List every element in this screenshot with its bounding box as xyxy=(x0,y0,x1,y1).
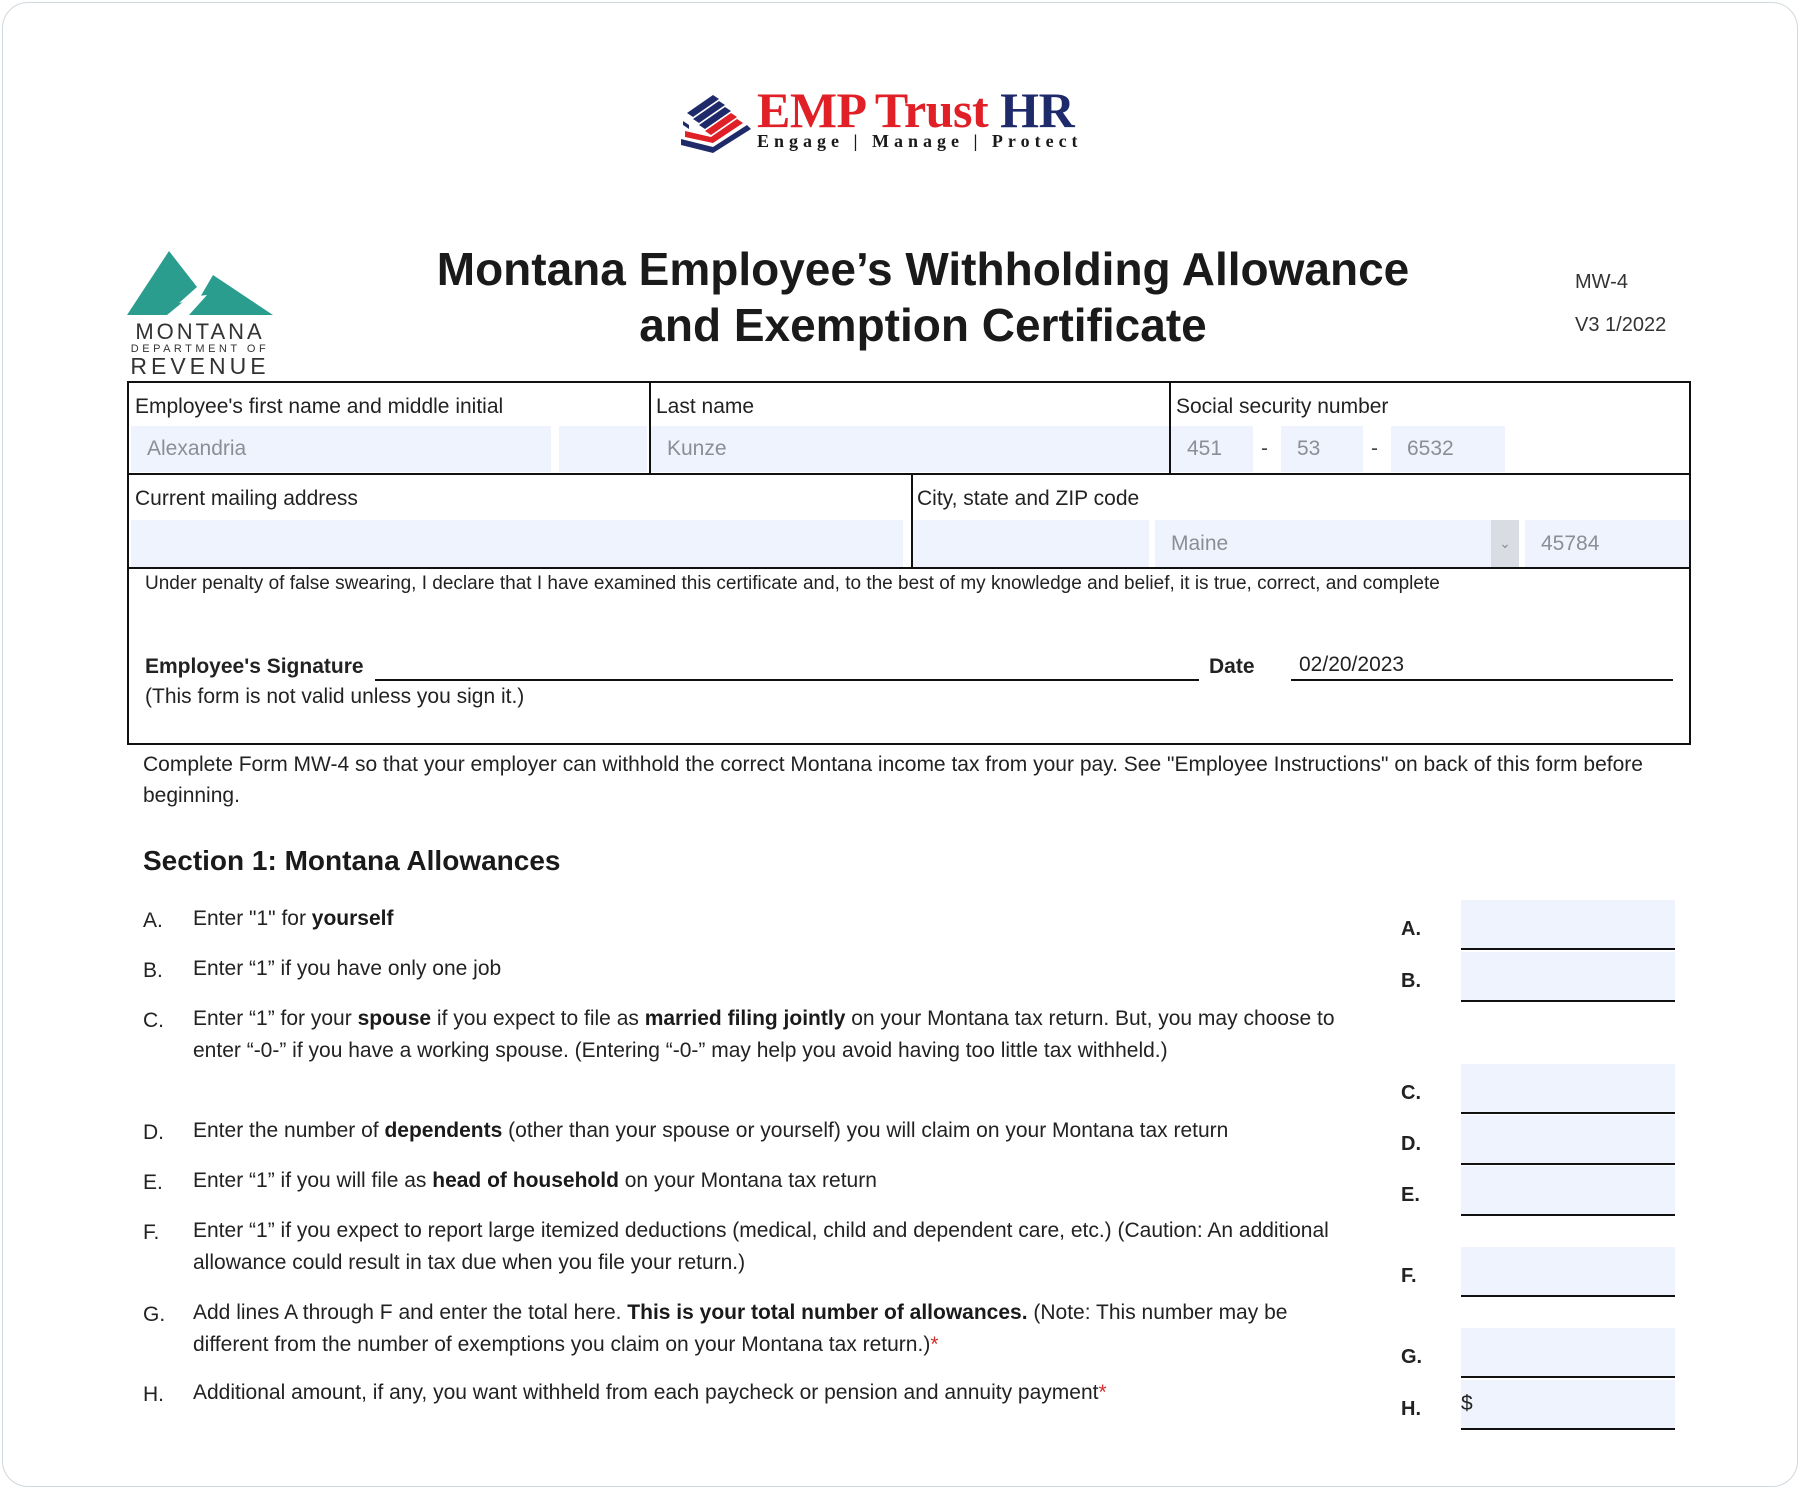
item-letter: D. xyxy=(143,1121,164,1144)
answer-letter: E. xyxy=(1401,1184,1420,1206)
answer-input[interactable] xyxy=(1461,1166,1675,1216)
item-letter: E. xyxy=(143,1171,163,1194)
date-input[interactable]: 02/20/2023 xyxy=(1299,653,1405,676)
agency-line1: MONTANA xyxy=(135,319,265,344)
answer-input[interactable] xyxy=(1461,952,1675,1002)
agency-line2: DEPARTMENT OF xyxy=(130,343,270,355)
item-letter: F. xyxy=(143,1221,160,1244)
ssn-label: Social security number xyxy=(1176,395,1389,418)
state-select[interactable]: Maine xyxy=(1155,520,1491,567)
agency-line3: REVENUE xyxy=(130,353,270,379)
row-divider-1 xyxy=(129,473,1689,475)
zip-input[interactable]: 45784 xyxy=(1525,520,1689,567)
signature-label: Employee's Signature xyxy=(145,655,364,678)
item-letter: C. xyxy=(143,1009,164,1032)
item-text: Additional amount, if any, you want withheld from each paycheck or pension and annuity payment* xyxy=(193,1381,1107,1404)
answer-letter: H. xyxy=(1401,1398,1421,1420)
answer-input[interactable] xyxy=(1461,1115,1675,1165)
item-text: Enter the number of dependents (other than your spouse or yourself) you will claim on your Montana tax return xyxy=(193,1119,1229,1142)
title-line2: and Exemption Certificate xyxy=(639,299,1207,351)
answer-input[interactable]: $ xyxy=(1461,1380,1675,1430)
ssn-part3-input[interactable]: 6532 xyxy=(1391,426,1505,472)
emp-trust-logo xyxy=(679,82,1109,159)
montana-revenue-logo xyxy=(127,247,273,377)
form-code: MW-4 xyxy=(1575,271,1628,293)
item-text: Enter “1” for your spouse if you expect to file as married filing jointly on your Montana tax return. But, you may choose to enter “-0-” if you have a working spouse. (Entering “-0-” may help you avoid having too little tax withheld.) xyxy=(193,1007,1335,1062)
item-text: Enter “1” if you will file as head of household on your Montana tax return xyxy=(193,1169,877,1192)
item-text: Add lines A through F and enter the total here. This is your total number of allowances. (Note: This number may be different from the number of exemptions you claim on your Montana tax return.)* xyxy=(193,1301,1288,1356)
address-label: Current mailing address xyxy=(135,487,358,510)
answer-letter: F. xyxy=(1401,1265,1417,1287)
answer-letter: G. xyxy=(1401,1346,1423,1368)
row-divider-2 xyxy=(129,567,1689,569)
answer-letter: C. xyxy=(1401,1082,1421,1104)
answer-input[interactable] xyxy=(1461,1328,1675,1378)
form-card xyxy=(2,2,1798,1487)
ssn-separator-1: - xyxy=(1261,437,1268,460)
city-state-zip-label: City, state and ZIP code xyxy=(917,487,1140,510)
answer-input[interactable] xyxy=(1461,1064,1675,1114)
last-name-input[interactable]: Kunze xyxy=(651,426,1169,472)
answer-letter: B. xyxy=(1401,970,1421,992)
first-name-label: Employee's first name and middle initial xyxy=(135,395,504,418)
ssn-part2-input[interactable]: 53 xyxy=(1281,426,1363,472)
date-label: Date xyxy=(1209,655,1255,678)
form-version: V3 1/2022 xyxy=(1575,314,1667,336)
item-letter: H. xyxy=(143,1383,164,1406)
item-letter: B. xyxy=(143,959,163,982)
item-letter: A. xyxy=(143,909,163,932)
answer-input[interactable] xyxy=(1461,1247,1675,1297)
address-input[interactable] xyxy=(131,520,903,567)
document-title xyxy=(333,241,1513,353)
employee-info-box xyxy=(127,381,1691,745)
signature-note: (This form is not valid unless you sign it.) xyxy=(145,685,525,708)
item-text: Enter "1" for yourself xyxy=(193,907,394,930)
date-line xyxy=(1291,679,1673,681)
ssn-part1-input[interactable]: 451 xyxy=(1171,426,1253,472)
item-text: Enter “1” if you have only one job xyxy=(193,957,502,980)
item-text: Enter “1” if you expect to report large itemized deductions (medical, child and dependent care, etc.) (Caution: An additional allowance could result in tax due when you file your return.) xyxy=(193,1219,1329,1274)
intro-text: Complete Form MW-4 so that your employer can withhold the correct Montana income tax from your pay. See "Employee Instructions" on back of this form before beginning. xyxy=(143,753,1643,807)
title-line1: Montana Employee’s Withholding Allowance xyxy=(436,243,1410,295)
emp-brand-name: EMP Trust HR xyxy=(757,82,1075,138)
first-name-input[interactable]: Alexandria xyxy=(131,426,551,472)
emp-stripes-icon xyxy=(679,91,755,153)
ssn-separator-2: - xyxy=(1371,437,1378,460)
emp-tagline: Engage | Manage | Protect xyxy=(757,131,1083,151)
signature-line[interactable] xyxy=(375,679,1199,681)
answer-letter: A. xyxy=(1401,918,1421,940)
answer-letter: D. xyxy=(1401,1133,1421,1155)
middle-initial-input[interactable] xyxy=(559,426,647,472)
city-input[interactable] xyxy=(913,520,1149,567)
last-name-label: Last name xyxy=(656,395,755,418)
answer-input[interactable] xyxy=(1461,900,1675,950)
chevron-down-icon[interactable]: ⌄ xyxy=(1491,520,1519,567)
mountains-icon xyxy=(127,247,273,323)
declaration-text: Under penalty of false swearing, I declare that I have examined this certificate and, to the best of my knowledge and belief, it is true, correct, and complete xyxy=(145,573,1440,594)
item-letter: G. xyxy=(143,1303,166,1326)
section1-title: Section 1: Montana Allowances xyxy=(143,845,561,876)
